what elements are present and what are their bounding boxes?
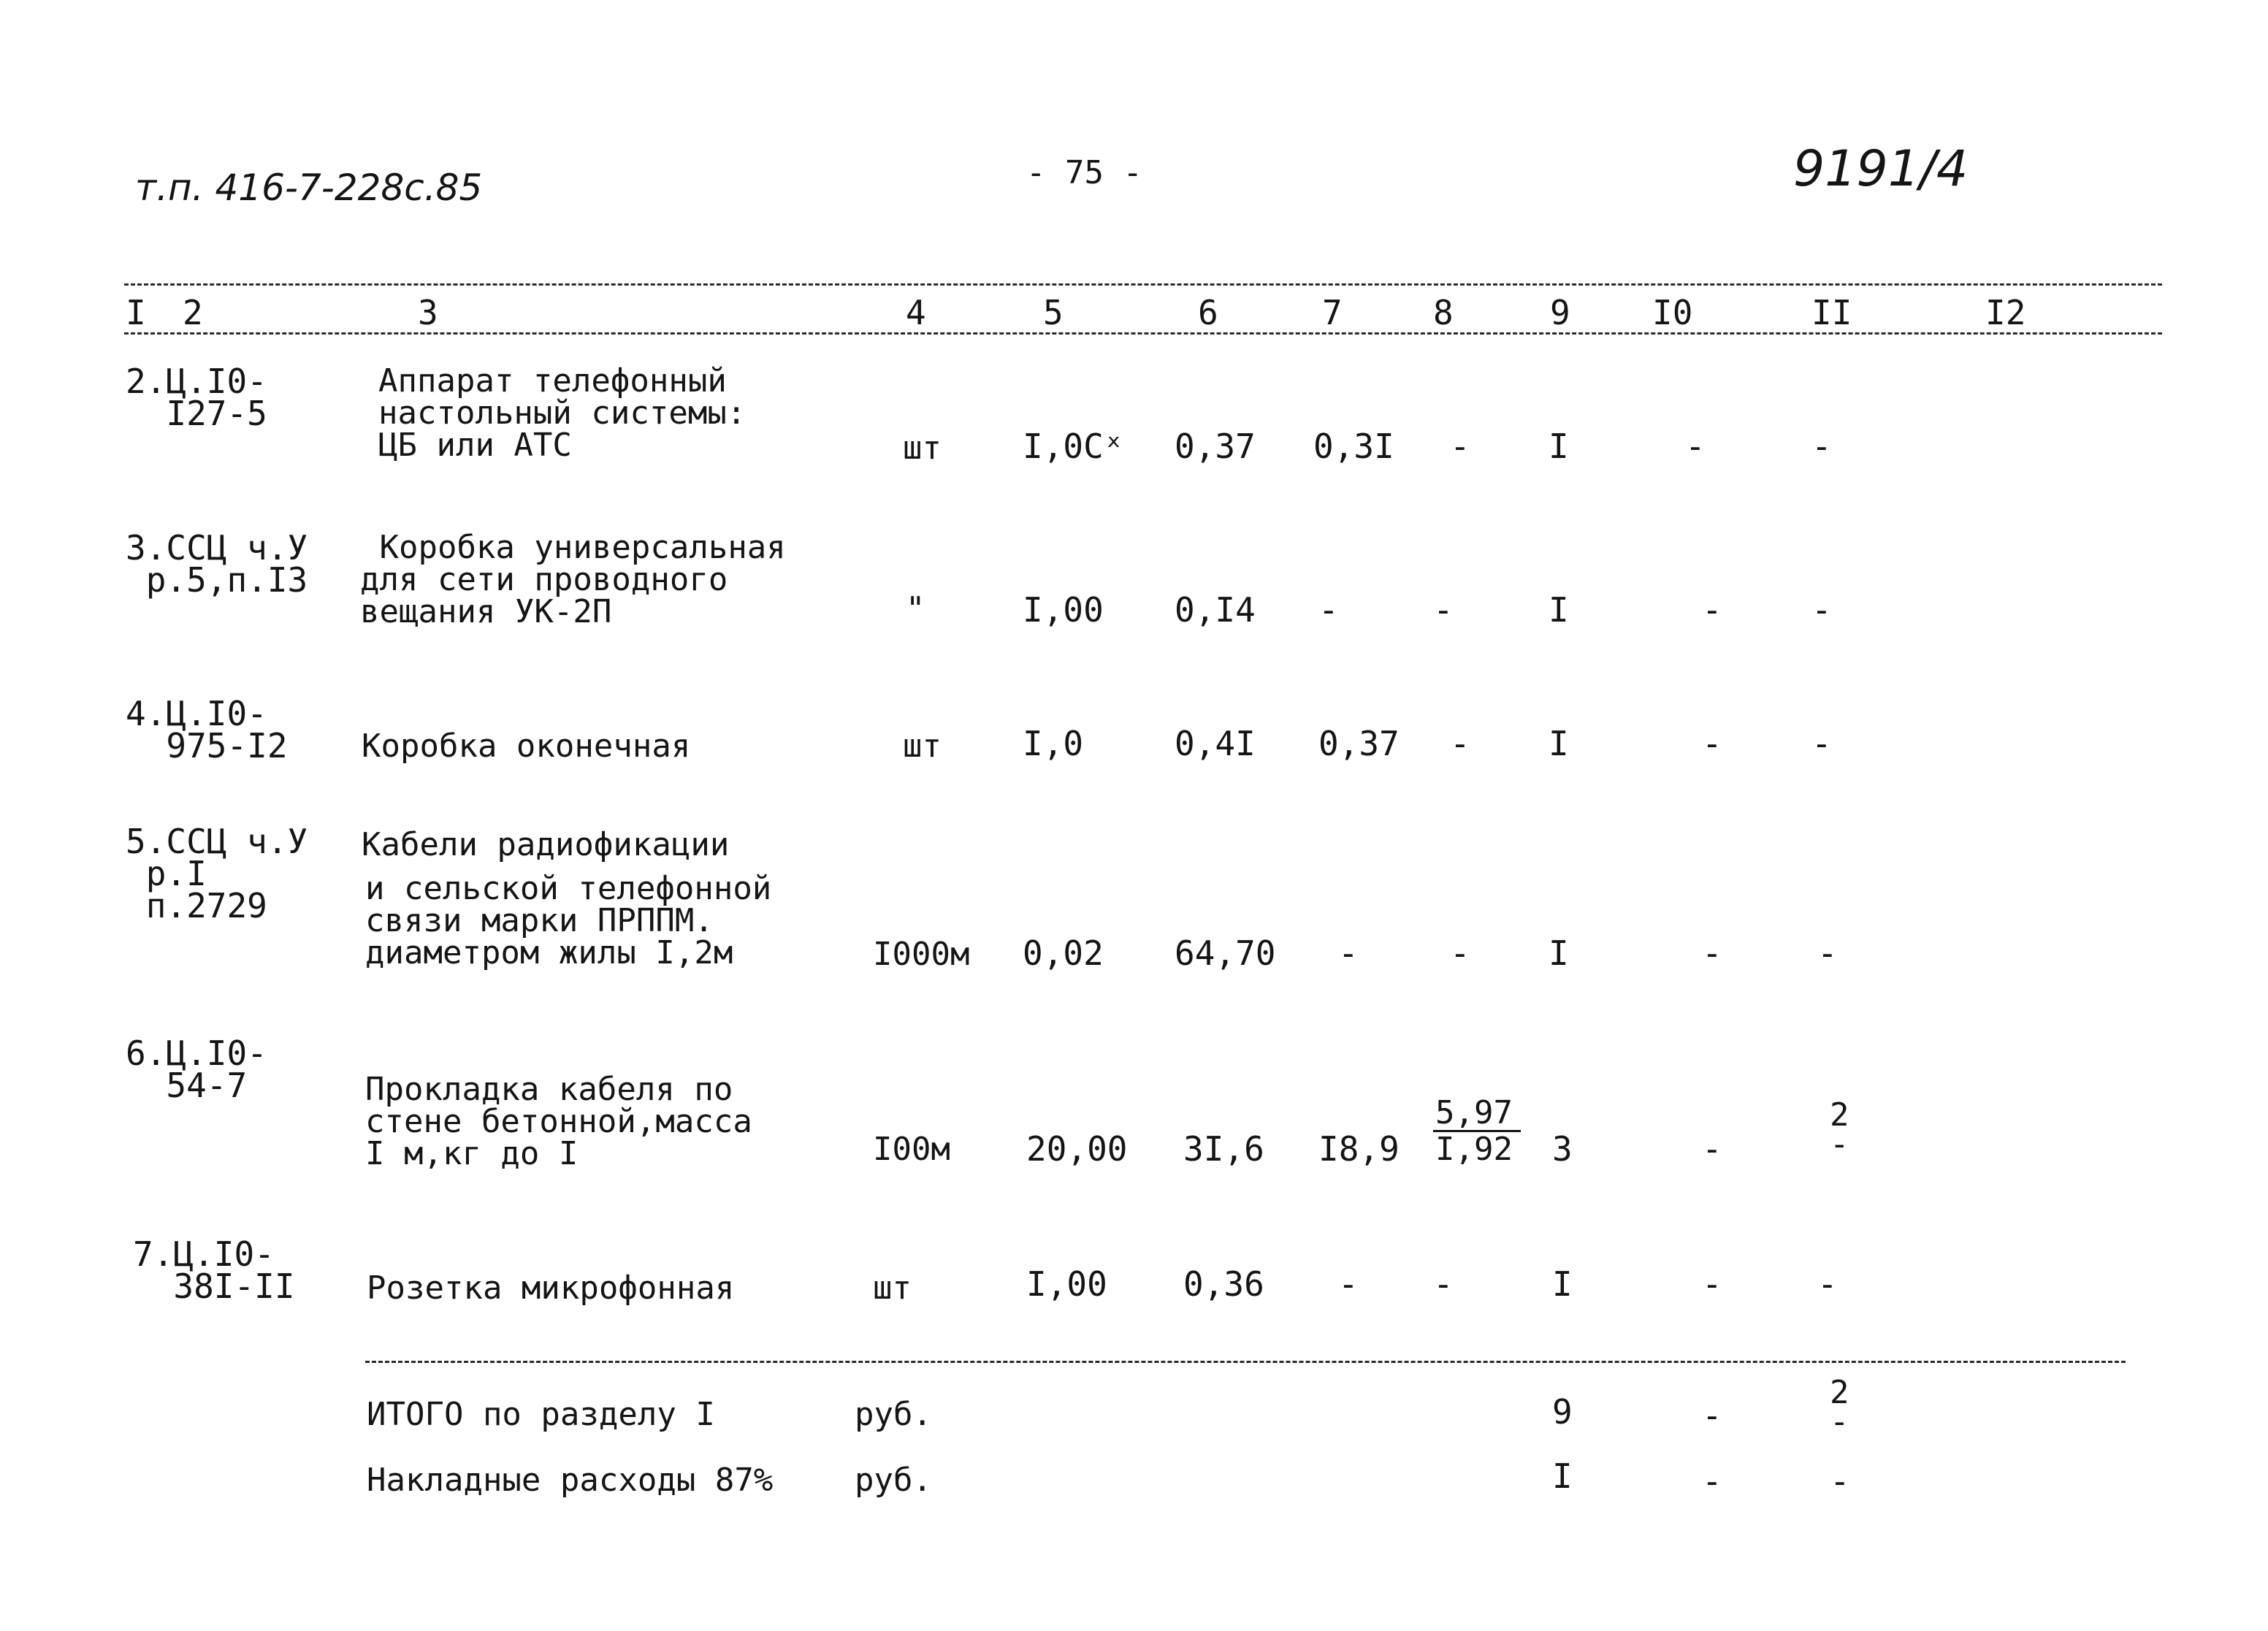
row-col6: 0,I4 [1175,590,1256,630]
totals-col11-denominator: - [1830,1403,1849,1440]
row-col11-numerator: 2 [1830,1096,1849,1134]
row-col9: I [1552,1264,1573,1304]
row-name: Коробка универсальная для сети проводного вещания УК-2П [360,529,786,630]
totals-label: Накладные расходы 87% [367,1462,774,1499]
col-header-8: 8 [1433,293,1454,332]
row-col10: - [1685,427,1706,466]
table-top-rule [124,283,2162,286]
table-header-rule [124,332,2162,335]
row-col10: - [1702,590,1722,630]
row-col5: I,00 [1026,1264,1107,1304]
totals-unit: руб. [855,1396,932,1433]
row-col10: - [1702,724,1722,763]
row-col7: - [1318,590,1339,630]
row-col8: - [1450,724,1470,763]
row-col5: 20,00 [1026,1129,1128,1169]
row-col9: 3 [1552,1129,1573,1169]
row-col7: 0,37 [1318,724,1400,763]
row-col11: - [1811,724,1832,763]
row-col8: - [1450,933,1470,973]
col-header-9: 9 [1550,293,1570,332]
row-col7: 0,3I [1313,427,1394,466]
row-col5: I,0Сˣ [1023,427,1124,466]
totals-rule [365,1361,2126,1363]
col-header-7: 7 [1322,293,1343,332]
sheet-reference: 9191/4 [1793,140,1969,198]
totals-col10: - [1702,1462,1722,1501]
row-col8-denominator: I,92 [1435,1131,1513,1168]
row-col10: - [1702,1129,1722,1169]
row-unit: " [906,590,925,627]
row-col10: - [1702,1264,1722,1304]
row-name: Аппарат телефонный настольный системы: ЦБ или АТС [378,362,747,464]
col-header-12: I2 [1985,293,2026,332]
row-code: 3.ССЦ ч.У р.5,п.I3 [126,528,308,600]
totals-unit: руб. [855,1462,932,1499]
row-unit: I000м [873,936,970,973]
page-number: - 75 - [1026,154,1142,191]
row-col7: I8,9 [1318,1129,1400,1169]
row-unit: I00м [873,1131,950,1168]
row-col6: 64,70 [1175,933,1276,973]
col-header-2: 2 [183,293,203,332]
row-col5: I,00 [1023,590,1104,630]
col-header-1: I [126,293,146,332]
row-unit: шт [873,1269,912,1307]
row-col10: - [1702,933,1722,973]
totals-col11-numerator: 2 [1830,1374,1849,1411]
row-col11: - [1817,933,1838,973]
row-col8: - [1450,427,1470,466]
row-name: Прокладка кабеля по стене бетонной,масса I м,кг до I [365,1071,752,1172]
row-code: 7.Ц.I0- 38I-II [133,1234,295,1306]
row-name: Коробка оконечная [362,727,691,765]
col-header-10: I0 [1652,293,1693,332]
row-col8: - [1433,590,1454,630]
row-col11: - [1811,427,1832,466]
row-code: 6.Ц.I0- 54-7 [126,1034,267,1105]
row-col11: - [1817,1264,1838,1304]
row-name: и сельской телефонной связи марки ПРППМ. диаметром жилы I,2м [365,870,772,971]
row-code: 2.Ц.I0- I27-5 [126,362,267,433]
totals-label: ИТОГО по разделу I [367,1396,715,1433]
row-col11-denominator: - [1830,1126,1849,1163]
row-col9: I [1549,933,1569,973]
row-col8: - [1433,1264,1454,1304]
col-header-11: II [1811,293,1852,332]
row-col6: 0,36 [1183,1264,1264,1304]
row-col9: I [1549,724,1569,763]
row-col7: - [1338,1264,1359,1304]
row-col6: 0,37 [1175,427,1256,466]
row-col11: - [1811,590,1832,630]
row-name: Розетка микрофонная [367,1269,735,1307]
row-code: 4.Ц.I0- 975-I2 [126,694,288,765]
row-name-first-line: Кабели радиофикации [362,826,730,863]
document-code: т.п. 416-7-228с.85 [135,167,483,209]
row-col6: 3I,6 [1183,1129,1264,1169]
totals-col11: - [1830,1462,1850,1501]
col-header-3: 3 [418,293,438,332]
row-col5: 0,02 [1023,933,1104,973]
col-header-5: 5 [1043,293,1064,332]
totals-col9: 9 [1552,1392,1573,1432]
row-unit: шт [903,727,942,765]
totals-col9: I [1552,1456,1573,1496]
row-col7: - [1338,933,1359,973]
totals-col10: - [1702,1396,1722,1435]
row-col8-numerator: 5,97 [1435,1094,1513,1131]
row-unit: шт [903,429,942,467]
col-header-6: 6 [1198,293,1218,332]
row-col9: I [1549,427,1569,466]
row-code: 5.ССЦ ч.У р.I п.2729 [126,822,308,925]
row-col5: I,0 [1023,724,1084,763]
row-col9: I [1549,590,1569,630]
row-col6: 0,4I [1175,724,1256,763]
col-header-4: 4 [906,293,926,332]
